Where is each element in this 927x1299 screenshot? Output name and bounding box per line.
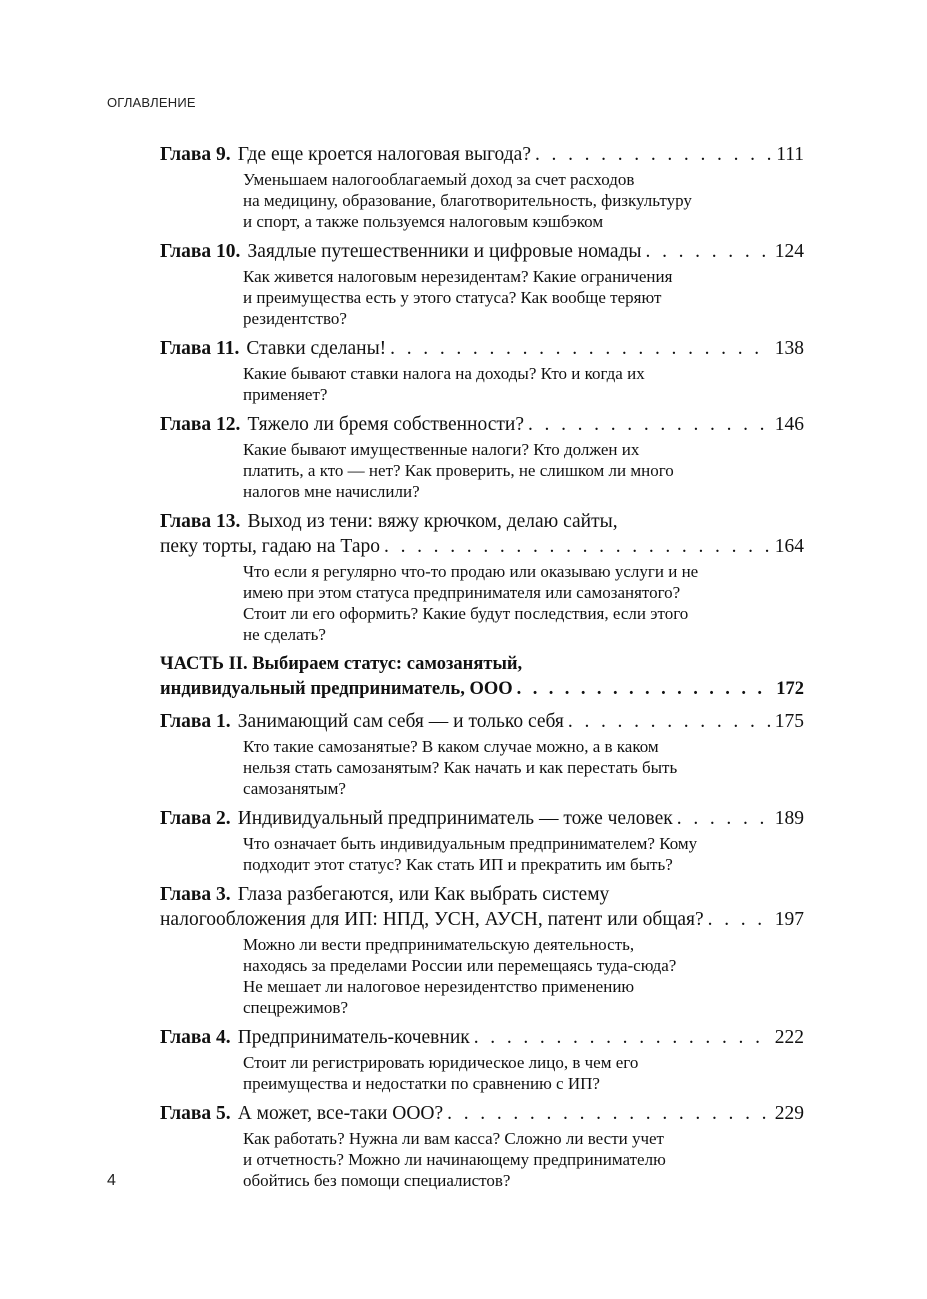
chapter-page-number: 172	[776, 679, 804, 699]
description-line: Стоит ли его оформить? Какие будут последствия, если этого	[243, 604, 689, 623]
leader-dots	[535, 142, 772, 167]
chapter-title: пеку торты, гадаю на Таро	[160, 536, 381, 557]
chapter-label: Глава 12.	[160, 414, 241, 435]
chapter-title: Тяжело ли бремя собственности?	[247, 414, 524, 435]
leader-dots	[677, 806, 771, 831]
chapter-description	[243, 934, 804, 1018]
chapter-title: Где еще кроется налоговая выгода?	[237, 144, 531, 165]
chapter-label: Глава 4.	[160, 1027, 231, 1048]
description-line: на медицину, образование, благотворительность, физкультуру	[243, 191, 692, 210]
toc-title-line	[160, 534, 804, 559]
toc-entry	[160, 709, 804, 799]
toc-title-line	[160, 1025, 804, 1050]
toc-entry	[160, 239, 804, 329]
description-line: Не мешает ли налоговое нерезидентство применению	[243, 977, 635, 996]
description-line: подходит этот статус? Как стать ИП и прекратить им быть?	[243, 855, 673, 874]
chapter-description	[243, 266, 804, 329]
chapter-description	[243, 833, 804, 875]
toc-entry	[160, 336, 804, 405]
chapter-page-number: 229	[774, 1103, 804, 1124]
chapter-description	[243, 561, 804, 645]
chapter-page-number: 124	[774, 241, 804, 262]
chapter-page-number: 175	[774, 711, 804, 732]
toc-title-line	[160, 677, 804, 702]
leader-dots	[447, 1101, 771, 1126]
chapter-description	[243, 169, 804, 232]
description-line: резидентство?	[243, 309, 347, 328]
toc-entry	[160, 1025, 804, 1094]
leader-dots	[528, 412, 771, 437]
description-line: нельзя стать самозанятым? Как начать и как перестать быть	[243, 758, 678, 777]
description-line: Что означает быть индивидуальным предпринимателем? Кому	[243, 834, 698, 853]
description-line: налогов мне начислили?	[243, 482, 420, 501]
chapter-label: Глава 5.	[160, 1103, 231, 1124]
description-line: платить, а кто — нет? Как проверить, не слишком ли много	[243, 461, 674, 480]
description-line: Кто такие самозанятые? В каком случае можно, а в каком	[243, 737, 659, 756]
description-line: Можно ли вести предпринимательскую деятельность,	[243, 935, 635, 954]
toc-title-line	[160, 806, 804, 831]
description-line: и преимущества есть у этого статуса? Как вообще теряют	[243, 288, 662, 307]
leader-dots	[568, 709, 771, 734]
chapter-label: Глава 3.	[160, 884, 231, 905]
chapter-title: Индивидуальный предприниматель — тоже человек	[237, 808, 673, 829]
chapter-title: Выход из тени: вяжу крючком, делаю сайты,	[247, 511, 618, 532]
chapter-description	[243, 363, 804, 405]
toc-title-line	[160, 652, 804, 677]
toc-title-line	[160, 1101, 804, 1126]
chapter-title: Ставки сделаны!	[246, 338, 387, 359]
toc-title-line	[160, 907, 804, 932]
toc-title-line	[160, 709, 804, 734]
description-line: Какие бывают имущественные налоги? Кто должен их	[243, 440, 640, 459]
description-line: Как живется налоговым нерезидентам? Какие ограничения	[243, 267, 673, 286]
chapter-description	[243, 1052, 804, 1094]
toc-title-line	[160, 509, 804, 534]
toc-entry	[160, 882, 804, 1018]
leader-dots	[384, 534, 771, 559]
description-line: не сделать?	[243, 625, 326, 644]
chapter-page-number: 189	[774, 808, 804, 829]
description-line: и отчетность? Можно ли начинающему предпринимателю	[243, 1150, 666, 1169]
chapter-page-number: 138	[774, 338, 804, 359]
chapter-label: Глава 10.	[160, 241, 241, 262]
chapter-page-number: 146	[774, 414, 804, 435]
description-line: Как работать? Нужна ли вам касса? Сложно ли вести учет	[243, 1129, 664, 1148]
chapter-title: ЧАСТЬ II. Выбираем статус: самозанятый,	[160, 654, 523, 674]
chapter-page-number: 111	[776, 144, 804, 165]
description-line: спецрежимов?	[243, 998, 349, 1017]
description-line: преимущества и недостатки по сравнению с ИП?	[243, 1074, 600, 1093]
leader-dots	[390, 336, 771, 361]
toc-entry	[160, 509, 804, 645]
chapter-description	[243, 439, 804, 502]
chapter-label: Глава 11.	[160, 338, 240, 359]
toc-entry	[160, 412, 804, 502]
chapter-description	[243, 736, 804, 799]
chapter-title: Предприниматель-кочевник	[237, 1027, 470, 1048]
chapter-title: Занимающий сам себя — и только себя	[237, 711, 564, 732]
description-line: применяет?	[243, 385, 328, 404]
toc-title-line	[160, 412, 804, 437]
description-line: Уменьшаем налогооблагаемый доход за счет расходов	[243, 170, 635, 189]
description-line: Какие бывают ставки налога на доходы? Кто и когда их	[243, 364, 645, 383]
leader-dots	[708, 907, 771, 932]
running-head: ОГЛАВЛЕНИЕ	[107, 95, 196, 110]
leader-dots	[517, 677, 773, 702]
chapter-description	[243, 1128, 804, 1191]
table-of-contents	[160, 142, 804, 1198]
chapter-title: Глаза разбегаются, или Как выбрать систему	[237, 884, 610, 905]
chapter-page-number: 197	[774, 909, 804, 930]
toc-part	[160, 652, 804, 702]
leader-dots	[646, 239, 771, 264]
description-line: самозанятым?	[243, 779, 346, 798]
toc-entry	[160, 142, 804, 232]
chapter-label: Глава 9.	[160, 144, 231, 165]
chapter-title: индивидуальный предприниматель, ООО	[160, 679, 513, 699]
chapter-page-number: 222	[774, 1027, 804, 1048]
chapter-page-number: 164	[774, 536, 804, 557]
toc-title-line	[160, 239, 804, 264]
description-line: и спорт, а также пользуемся налоговым кэшбэком	[243, 212, 604, 231]
description-line: имею при этом статуса предпринимателя или самозанятого?	[243, 583, 681, 602]
description-line: Что если я регулярно что-то продаю или оказываю услуги и не	[243, 562, 699, 581]
description-line: обойтись без помощи специалистов?	[243, 1171, 511, 1190]
toc-title-line	[160, 142, 804, 167]
chapter-label: Глава 2.	[160, 808, 231, 829]
chapter-label: Глава 13.	[160, 511, 241, 532]
chapter-title: налогообложения для ИП: НПД, УСН, АУСН, патент или общая?	[160, 909, 704, 930]
chapter-title: А может, все-таки ООО?	[237, 1103, 444, 1124]
description-line: Стоит ли регистрировать юридическое лицо, в чем его	[243, 1053, 639, 1072]
chapter-label: Глава 1.	[160, 711, 231, 732]
leader-dots	[474, 1025, 771, 1050]
page-number: 4	[107, 1172, 116, 1189]
toc-entry	[160, 806, 804, 875]
toc-title-line	[160, 882, 804, 907]
chapter-title: Заядлые путешественники и цифровые номады	[247, 241, 642, 262]
toc-title-line	[160, 336, 804, 361]
description-line: находясь за пределами России или перемещаясь туда-сюда?	[243, 956, 677, 975]
toc-entry	[160, 1101, 804, 1191]
